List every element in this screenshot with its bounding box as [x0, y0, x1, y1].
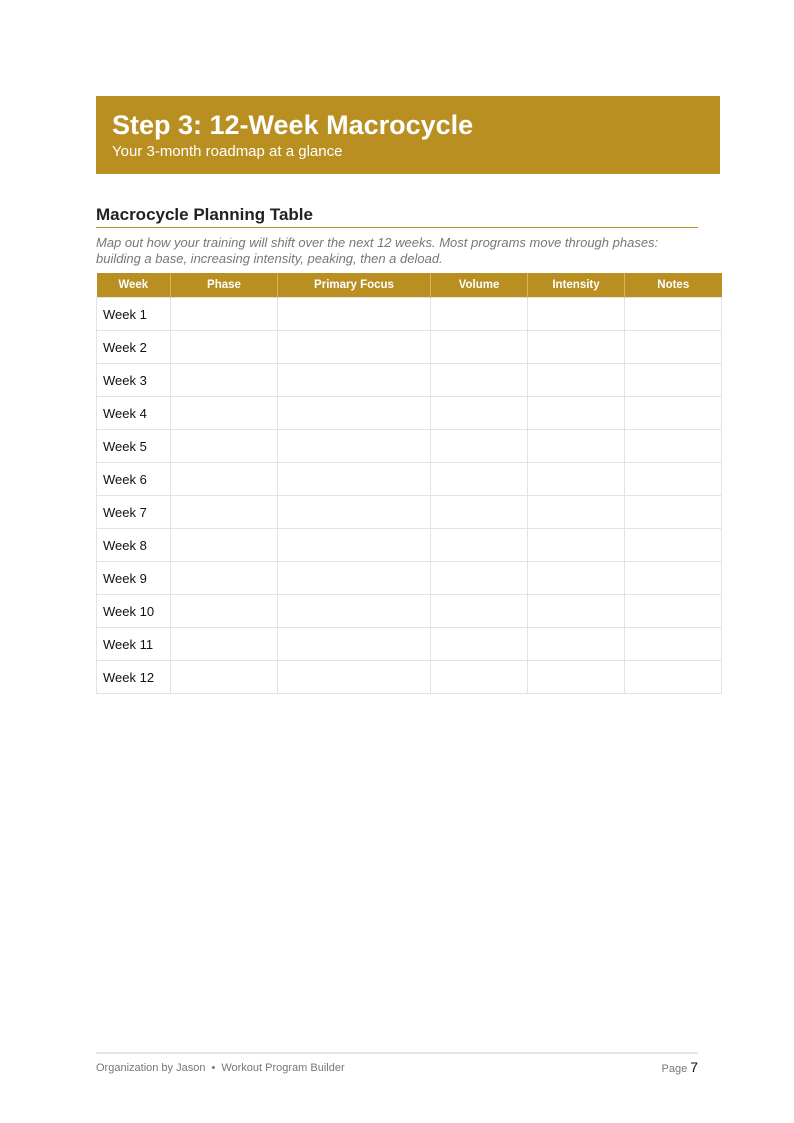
intensity-cell[interactable]	[528, 595, 625, 628]
volume-cell[interactable]	[431, 661, 528, 694]
intensity-cell[interactable]	[528, 496, 625, 529]
volume-cell[interactable]	[431, 463, 528, 496]
week-label: Week 1	[97, 298, 171, 331]
week-label: Week 5	[97, 430, 171, 463]
notes-cell[interactable]	[625, 364, 722, 397]
notes-cell[interactable]	[625, 628, 722, 661]
primary-focus-cell[interactable]	[278, 628, 431, 661]
week-label: Week 3	[97, 364, 171, 397]
page-number	[662, 1059, 699, 1075]
phase-cell[interactable]	[171, 364, 278, 397]
footer-divider	[96, 1052, 698, 1054]
intensity-cell[interactable]	[528, 298, 625, 331]
primary-focus-cell[interactable]	[278, 496, 431, 529]
phase-cell[interactable]	[171, 331, 278, 364]
table-header-row	[97, 273, 722, 298]
notes-cell[interactable]	[625, 397, 722, 430]
notes-cell[interactable]	[625, 562, 722, 595]
week-label: Week 2	[97, 331, 171, 364]
notes-cell[interactable]	[625, 298, 722, 331]
intensity-cell[interactable]	[528, 364, 625, 397]
page-title: Step 3: 12-Week Macrocycle	[112, 110, 474, 140]
week-label: Week 11	[97, 628, 171, 661]
table-row	[97, 661, 722, 694]
header-phase: Phase	[171, 273, 278, 298]
table-row	[97, 364, 722, 397]
notes-cell[interactable]	[625, 496, 722, 529]
volume-cell[interactable]	[431, 364, 528, 397]
primary-focus-cell[interactable]	[278, 298, 431, 331]
phase-cell[interactable]	[171, 628, 278, 661]
table-row	[97, 562, 722, 595]
intensity-cell[interactable]	[528, 430, 625, 463]
table-row	[97, 463, 722, 496]
notes-cell[interactable]	[625, 661, 722, 694]
phase-cell[interactable]	[171, 595, 278, 628]
week-label: Week 4	[97, 397, 171, 430]
volume-cell[interactable]	[431, 298, 528, 331]
week-label: Week 6	[97, 463, 171, 496]
primary-focus-cell[interactable]	[278, 529, 431, 562]
phase-cell[interactable]	[171, 529, 278, 562]
table-body	[97, 298, 722, 694]
table-row	[97, 595, 722, 628]
header-intensity: Intensity	[528, 273, 625, 298]
intensity-cell[interactable]	[528, 529, 625, 562]
intensity-cell[interactable]	[528, 331, 625, 364]
table-row	[97, 628, 722, 661]
header-primary-focus: Primary Focus	[278, 273, 431, 298]
primary-focus-cell[interactable]	[278, 595, 431, 628]
notes-cell[interactable]	[625, 463, 722, 496]
intensity-cell[interactable]	[528, 661, 625, 694]
table-row	[97, 331, 722, 364]
week-label: Week 7	[97, 496, 171, 529]
table-row	[97, 496, 722, 529]
primary-focus-cell[interactable]	[278, 364, 431, 397]
page-subtitle: Your 3-month roadmap at a glance	[112, 143, 343, 160]
primary-focus-cell[interactable]	[278, 463, 431, 496]
volume-cell[interactable]	[431, 496, 528, 529]
intensity-cell[interactable]	[528, 397, 625, 430]
volume-cell[interactable]	[431, 529, 528, 562]
primary-focus-cell[interactable]	[278, 562, 431, 595]
volume-cell[interactable]	[431, 331, 528, 364]
table-row	[97, 397, 722, 430]
primary-focus-cell[interactable]	[278, 430, 431, 463]
volume-cell[interactable]	[431, 628, 528, 661]
table-row	[97, 529, 722, 562]
title-banner	[96, 96, 720, 174]
primary-focus-cell[interactable]	[278, 331, 431, 364]
notes-cell[interactable]	[625, 529, 722, 562]
volume-cell[interactable]	[431, 595, 528, 628]
week-label: Week 9	[97, 562, 171, 595]
phase-cell[interactable]	[171, 397, 278, 430]
phase-cell[interactable]	[171, 298, 278, 331]
intensity-cell[interactable]	[528, 628, 625, 661]
section-title: Macrocycle Planning Table	[96, 204, 698, 228]
phase-cell[interactable]	[171, 463, 278, 496]
volume-cell[interactable]	[431, 430, 528, 463]
week-label: Week 12	[97, 661, 171, 694]
primary-focus-cell[interactable]	[278, 397, 431, 430]
notes-cell[interactable]	[625, 430, 722, 463]
page-label: Page	[661, 1063, 688, 1075]
section-intro: Map out how your training will shift over the next 12 weeks. Most programs move through phases: building a base, increasing intensity, peaking, then a deload.	[96, 235, 659, 266]
header-volume: Volume	[431, 273, 528, 298]
volume-cell[interactable]	[431, 562, 528, 595]
notes-cell[interactable]	[625, 331, 722, 364]
intensity-cell[interactable]	[528, 562, 625, 595]
phase-cell[interactable]	[171, 562, 278, 595]
intensity-cell[interactable]	[528, 463, 625, 496]
footer-product: Workout Program Builder	[221, 1062, 345, 1074]
phase-cell[interactable]	[171, 496, 278, 529]
phase-cell[interactable]	[171, 430, 278, 463]
footer-credit	[96, 1062, 345, 1074]
macrocycle-table	[96, 273, 722, 694]
week-label: Week 10	[97, 595, 171, 628]
footer-separator: •	[211, 1062, 216, 1074]
notes-cell[interactable]	[625, 595, 722, 628]
footer-org: Organization by Jason	[96, 1062, 206, 1074]
table-row	[97, 298, 722, 331]
header-notes: Notes	[625, 273, 722, 298]
header-week: Week	[97, 273, 171, 298]
week-label: Week 8	[97, 529, 171, 562]
primary-focus-cell[interactable]	[278, 661, 431, 694]
table-row	[97, 430, 722, 463]
page-number-value: 7	[690, 1059, 698, 1075]
volume-cell[interactable]	[431, 397, 528, 430]
phase-cell[interactable]	[171, 661, 278, 694]
